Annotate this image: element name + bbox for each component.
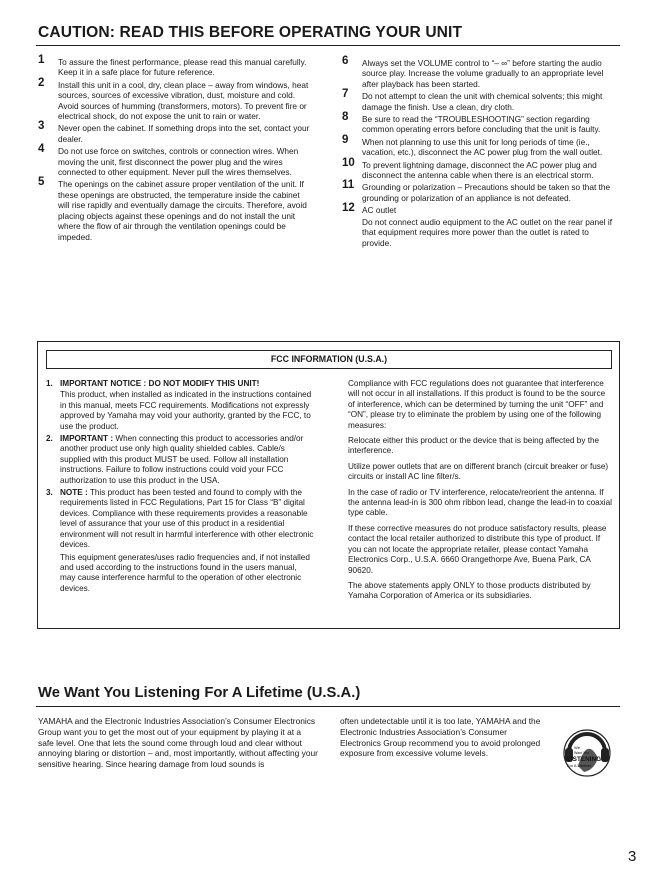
fcc-left-column (44, 379, 314, 596)
caution-right-column (342, 55, 620, 248)
caution-item: 2 Install this unit in a cool, dry, clean place – away from windows, heat sources, sources of excessive vibration, dust, moisture and cold. Avoid sources of humming (transformers, motors). To prevent fire or electrical shock, do not expose the unit to rain or water. (38, 76, 309, 122)
fcc-paragraph: The above statements apply ONLY to those products distributed by Yamaha Corporation of America or its subsidiaries. (348, 580, 591, 601)
caution-item: 12 AC outlet (342, 202, 397, 216)
logo-we: We (574, 745, 580, 750)
caution-item: 4 Do not use force on switches, controls or connection wires. When moving the unit, first disconnect the power plug and the wires connected to other equipment. Never pull the wires themselves. (38, 143, 299, 178)
fcc-item-detail: This equipment generates/uses radio frequencies and, if not installed and used according to the instructions found in the users manual, may cause interference harmful to the operation of other electronic devices. (60, 552, 310, 593)
fcc-item: 2. IMPORTANT : When connecting this product to accessories and/or another product use only high quality shielded cables. Cable/s supplied with this product MUST be used. Follow all installation instructions. Failure to follow instructions could void your FCC authorization to use this product in the USA. (46, 434, 304, 485)
fcc-paragraph: Utilize power outlets that are on different branch (circuit breaker or fuse) circuits or install AC line filter/s. (348, 461, 609, 482)
caution-item: 1 To assure the finest performance, please read this manual carefully. Keep it in a safe place for future reference. (38, 54, 307, 78)
caution-item: 11 Grounding or polarization – Precautions should be taken so that the grounding or polarization of an appliance is not defeated. (342, 179, 611, 203)
caution-item: 7 Do not attempt to clean the unit with chemical solvents; this might damage the finish. Use a clean, dry cloth. (342, 88, 603, 112)
listening-rule (36, 706, 620, 707)
caution-left-column (38, 54, 310, 244)
caution-rule (36, 45, 620, 46)
fcc-paragraph: Relocate either this product or the device that is being affected by the interference. (348, 436, 600, 456)
caution-item: 8 Be sure to read the “TROUBLESHOOTING” section regarding common operating errors before concluding that the unit is faulty. (342, 111, 601, 135)
listening-for-a-lifetime-logo (560, 722, 614, 786)
caution-title: CAUTION: READ THIS BEFORE OPERATING YOUR UNIT (38, 24, 463, 41)
caution-item: 3 Never open the cabinet. If something drops into the set, contact your dealer. (38, 120, 310, 144)
fcc-item: 3. NOTE : This product has been tested and found to comply with the requirements listed in FCC Regulations, Part 15 for Class “B” digital devices. Compliance with these requirements provides a reasonable level of assurance that your use of this product in a residential environment will not result in harmful interference with other electronic devices. This equipment generates/uses radio frequencies and, if not installed and used according to the instructions found in the users manual, may cause interference harmful to the operation of other electronic devices. (46, 488, 314, 593)
caution-item: 10 To prevent lightning damage, disconnect the AC power plug and disconnect the antenna cable when there is an electrical storm. (342, 156, 597, 181)
page-number: 3 (628, 848, 637, 865)
fcc-item: 1. IMPORTANT NOTICE : DO NOT MODIFY THIS UNIT! This product, when installed as indicated in the instructions contained in this manual, meets FCC requirements. Modifications not expressly approved by Yamaha may void your authority, granted by the FCC, to use the product. (44, 379, 314, 432)
fcc-header: FCC INFORMATION (U.S.A.) (46, 350, 612, 369)
listening-right-text: often undetectable until it is too late, YAMAHA and the Electronic Industries Association’s Consumer Electronics Group recommend you to avoid prolonged exposure from excessive volume levels. (340, 716, 541, 759)
ac-outlet-note: Do not connect audio equipment to the AC outlet on the rear panel if that equipment requires more power than the outlet is rated to provide. (362, 216, 612, 248)
logo-want-you: Want You (574, 751, 590, 755)
listening-left-text: YAMAHA and the Electronic Industries Association’s Consumer Electronics Group want you to get the most out of your equipment by playing it at a safe level. One that lets the sound come through loud and clear without annoying blaring or distortion – and, most importantly, without affecting your sensitive hearing. Since hearing damage from loud sounds is (38, 716, 318, 770)
fcc-paragraph: Compliance with FCC regulations does not guarantee that interference will not occur in all installations. If this product is found to be the source of interference, which can be determined by turning the unit “OFF” and “ON”, please try to eliminate the problem by using one of the following measures: (348, 379, 606, 430)
fcc-paragraph: In the case of radio or TV interference, relocate/reorient the antenna. If the antenna lead-in is 300 ohm ribbon lead, change the lead-in to coaxial type cable. (348, 487, 613, 518)
headphones-logo-icon (560, 722, 614, 786)
logo-listening: LISTENING (567, 756, 602, 763)
caution-item: 5 The openings on the cabinet assure proper ventilation of the unit. If these openings are obstructed, the temperature inside the cabinet will rise rapidly and eventually damage the circuits. Therefore, avoid placing objects against these openings and do not install the unit where the flow of air through the ventilation openings could be impeded. (38, 176, 307, 242)
fcc-paragraph: If these corrective measures do not produce satisfactory results, please contact the local retailer authorized to distribute this type of product. If you can not locate the appropriate retailer, please contact Yamaha Electronics Corp., U.S.A. 6660 Orangethorpe Ave, Buena Park, CA 90620. (348, 523, 607, 575)
fcc-right-column (348, 379, 612, 607)
fcc-information-box (37, 341, 620, 629)
fcc-item-detail: This product, when installed as indicated in the instructions contained in this manual, meets FCC requirements. Modifications not expressly approved by Yamaha may void your authority, granted by the FCC, to use the product. (60, 390, 312, 431)
caution-item: 9 When not planning to use this unit for long periods of time (ie., vacation, etc.), disconnect the AC power plug from the wall outlet. (342, 133, 603, 158)
caution-item: 6 Always set the VOLUME control to “– ∞” before starting the audio source play. Increase the volume gradually to an appropriate level after playback has been started. (342, 55, 604, 89)
listening-title: We Want You Listening For A Lifetime (U.S.A.) (38, 685, 361, 701)
logo-for-a-lifetime: For A Lifetime (567, 763, 592, 768)
